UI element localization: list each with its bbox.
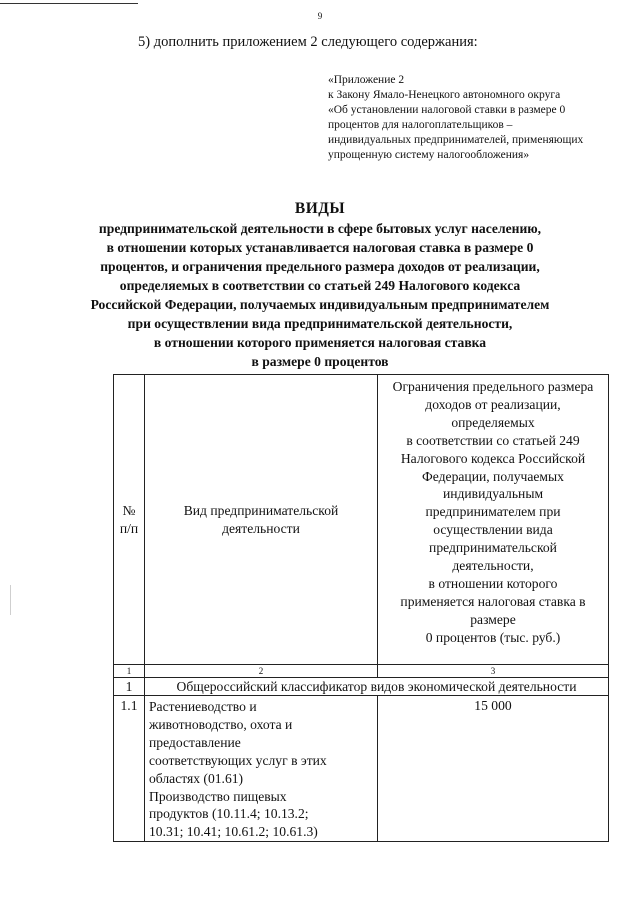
header-number-label: № [122,502,136,518]
header-limit-line: Федерации, получаемых [422,468,564,484]
activities-table [113,374,609,842]
appendix-ref-line: к Закону Ямало-Ненецкого автономного округа [328,89,561,101]
header-number-cell [114,375,145,665]
section-title: Общероссийский классификатор видов экономической деятельности [145,678,609,696]
document-title [70,199,570,371]
header-limit-line: Ограничения предельного размера [392,379,594,394]
title-line: Российской Федерации, получаемых индивидуальным предпринимателем [90,297,550,312]
header-limit-line: предпринимательской [429,540,557,556]
appendix-reference [328,73,583,163]
row-activity-line: Производство пищевых [149,788,287,804]
header-limit-line: предпринимателем при [425,504,561,520]
section-row [114,678,609,696]
column-number: 3 [378,665,609,678]
header-limit-line: 0 процентов (тыс. руб.) [425,629,561,645]
title-line: процентов, и ограничения предельного размера доходов от реализации, [100,259,540,274]
amendment-intro: 5) дополнить приложением 2 следующего содержания: [138,34,478,50]
header-limit-line: индивидуальным [442,486,544,502]
header-number-label: п/п [119,520,139,536]
title-line: предпринимательской деятельности в сфере бытовых услуг населению, [98,221,542,236]
header-activity-label: Вид предпринимательской [183,502,339,518]
row-limit-value: 15 000 [378,696,609,842]
title-line: в отношении которых устанавливается налоговая ставка в размере 0 [106,240,534,255]
section-number: 1 [114,678,145,696]
row-activity-line: предоставление [149,734,241,750]
top-rule [0,3,138,4]
header-limit-line: в соответствии со статьей 249 [406,432,580,448]
header-limit-line: применяется налоговая ставка в [400,593,586,609]
row-activity-line: продуктов (10.11.4; 10.13.2; [149,806,309,822]
page-number: 9 [317,11,323,21]
row-activity-line: областях (01.61) [149,770,244,786]
row-activity [145,696,378,842]
appendix-ref-line: упрощенную систему налогообложения» [328,149,530,161]
header-limit-line: Налогового кодекса Российской [400,450,586,466]
scan-margin-mark [10,585,11,615]
column-number: 1 [114,665,145,678]
header-limit-line: в отношении которого [428,575,558,591]
table-header-row [114,375,609,665]
title-heading: ВИДЫ [294,200,346,217]
row-activity-line: соответствующих услуг в этих [149,752,327,768]
header-activity-cell [145,375,378,665]
row-activity-line: 10.31; 10.41; 10.61.2; 10.61.3) [149,824,318,840]
title-line: определяемых в соответствии со статьей 249 Налогового кодекса [119,278,521,293]
title-line: при осуществлении вида предпринимательской деятельности, [127,316,513,331]
row-activity-line: Растениеводство и [149,699,257,714]
header-limit-cell [378,375,609,665]
appendix-ref-line: процентов для налогоплательщиков – [328,119,513,131]
appendix-ref-line: «Приложение 2 [328,74,405,86]
row-activity-line: животноводство, охота и [149,716,293,732]
title-line: в размере 0 процентов [251,354,389,369]
header-limit-line: размере [470,611,516,627]
title-line: в отношении которого применяется налоговая ставка [153,335,487,350]
header-limit-line: осуществлении вида [433,522,553,538]
appendix-ref-line: «Об установлении налоговой ставки в размере 0 [328,104,566,116]
header-limit-line: доходов от реализации, [425,396,561,412]
column-number-row [114,665,609,678]
row-number: 1.1 [114,696,145,842]
header-activity-label: деятельности [222,520,300,536]
header-limit-line: определяемых [451,414,535,430]
header-limit-line: деятельности, [452,558,534,574]
table-row [114,696,609,842]
column-number: 2 [145,665,378,678]
appendix-ref-line: индивидуальных предпринимателей, применяющих [328,134,584,146]
